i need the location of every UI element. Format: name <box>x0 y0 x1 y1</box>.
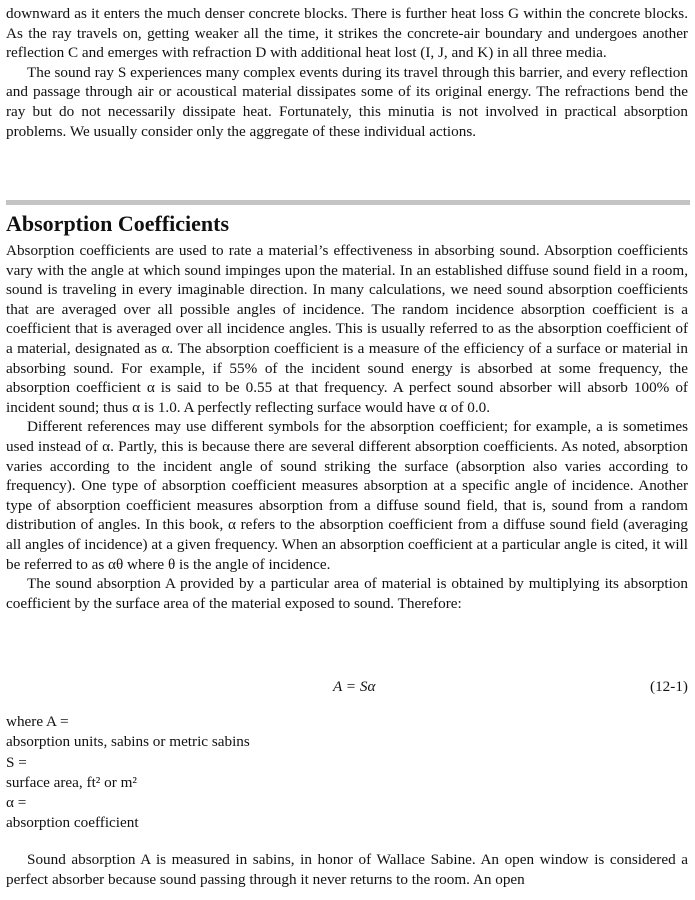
definition-list <box>6 712 688 834</box>
definition-meaning: surface area, ft² or m² <box>6 773 137 791</box>
equation-formula: A = Sα <box>333 678 376 695</box>
intro-text <box>6 4 688 141</box>
intro-paragraph-1: downward as it enters the much denser concrete blocks. There is further heat loss G within the concrete blocks. As the ray travels on, getting weaker all the time, it strikes the concrete-air boundary and undergoes another reflection C and emerges with refraction D with additional heat lost (I, J, and K) in all three media. <box>6 5 688 62</box>
definition-meaning: absorption units, sabins or metric sabins <box>6 733 250 751</box>
closing-text <box>6 850 688 889</box>
intro-paragraph-2: The sound ray S experiences many complex events during its travel through this barrier, and every reflection and passage through air or acoustical material dissipates some of its original energy. The refractions bend the ray but do not necessarily dissipate heat. Fortunately, this minutia is not involved in practical absorption problems. We usually consider only the aggregate of these individual actions. <box>6 63 688 140</box>
closing-paragraph: Sound absorption A is measured in sabins, in honor of Wallace Sabine. An open window is considered a perfect absorber because sound passing through it never returns to the room. An open <box>6 851 688 888</box>
section-body <box>6 241 688 613</box>
definition-symbol: where A = <box>6 713 69 730</box>
section-divider <box>6 200 690 205</box>
definition-symbol: S = <box>6 753 27 771</box>
equation-12-1 <box>6 677 688 697</box>
section-paragraph-3: The sound absorption A provided by a particular area of material is obtained by multiplying its absorption coefficient by the surface area of the material exposed to sound. Therefore: <box>6 575 688 612</box>
definition-meaning: absorption coefficient <box>6 814 139 832</box>
equation-number: (12-1) <box>650 678 688 695</box>
definition-symbol: α = <box>6 794 27 812</box>
section-paragraph-2: Different references may use different symbols for the absorption coefficient; for example, a is sometimes used instead of α. Partly, this is because there are several different absorption coefficients. As noted, absorption varies according to the incident angle of sound striking the surface (absorption also varies according to frequency). One type of absorption coefficient measures absorption at a specific angle of incidence. Another type of absorption coefficient measures absorption from a diffuse sound field, that is, sound from a random distribution of angles. In this book, α refers to the absorption coefficient from a diffuse sound field (averaging all angles of incidence) at a given frequency. When an absorption coefficient at a particular angle is cited, it will be referred to as αθ where θ is the angle of incidence. <box>6 418 688 573</box>
section-heading: Absorption Coefficients <box>6 211 230 236</box>
section-paragraph-1: Absorption coefficients are used to rate a material’s effectiveness in absorbing sound. Absorption coefficients vary with the angle at which sound impinges upon the material. In an established diffuse sound field in a room, sound is traveling in every imaginable direction. In many calculations, we need sound absorption coefficients that are averaged over all possible angles of incidence. The random incidence absorption coefficient is a coefficient that is averaged over all incidence angles. This is usually referred to as the absorption coefficient of a material, designated as α. The absorption coefficient is a measure of the efficiency of a surface or material in absorbing sound. For example, if 55% of the incident sound energy is absorbed at some frequency, the absorption coefficient α is said to be 0.55 at that frequency. A perfect sound absorber will absorb 100% of incident sound; thus α is 1.0. A perfectly reflecting surface would have α of 0.0. <box>6 242 688 416</box>
